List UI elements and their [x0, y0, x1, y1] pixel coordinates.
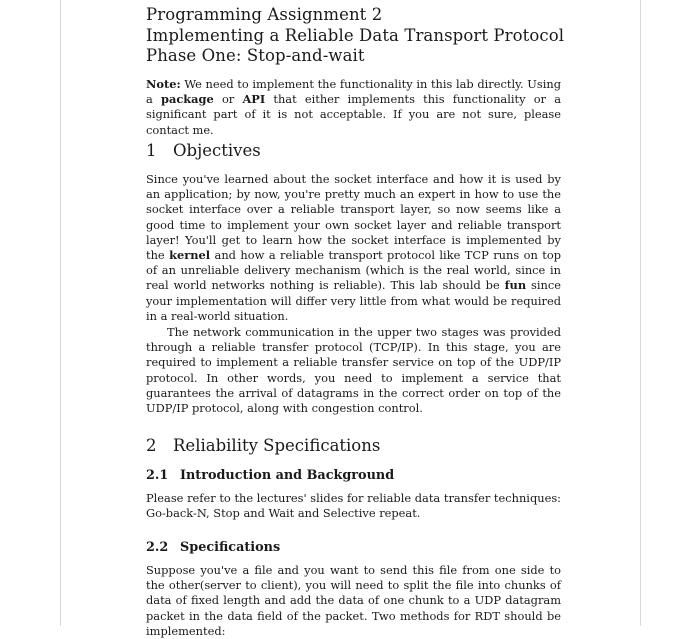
document-title: [146, 5, 565, 67]
introduction-paragraph: Please refer to the lectures' slides for reliable data transfer techniques: Go-back-N, Stop and Wait and Selective repeat.: [146, 491, 561, 521]
subsection-2-1-title: Introduction and Background: [180, 468, 395, 483]
objectives-paragraph-1: [146, 172, 561, 324]
subsection-2-2-number: 2.2: [146, 540, 169, 555]
note-paragraph: [146, 77, 561, 138]
subsection-2-1-heading: [146, 468, 394, 483]
section-1-heading: [146, 141, 261, 160]
bold-fun: fun: [504, 278, 527, 293]
section-2-number: 2: [146, 436, 157, 455]
objectives-text-3: since your implementation will differ very little from what would be required in a real-world situation.: [146, 278, 561, 323]
note-text-2: or: [213, 92, 243, 107]
specifications-paragraph: Suppose you've a file and you want to send this file from one side to the other(server to client), you will need to split the file into chunks of data of fixed length and add the data of one chunk to a UDP datagram packet in the data field of the packet. Two methods for RDT should be implemented:: [146, 563, 561, 638]
subsection-2-1-number: 2.1: [146, 468, 169, 483]
objectives-text-2: and how a reliable transport protocol like TCP runs on top of an unreliable delivery mechanism (which is the real world, since in real world networks nothing is reliable). This lab should be: [146, 248, 561, 293]
note-text-1: We need to implement the functionality in this lab directly. Using a: [146, 77, 561, 107]
section-1-number: 1: [146, 141, 157, 160]
note-text-3: that either implements this functionality or a significant part of it is not acceptable. If you are not sure, please contact me.: [146, 92, 561, 137]
objectives-text-1: Since you've learned about the socket interface and how it is used by an application; by now, you're pretty much an expert in how to use the socket interface over a reliable transport layer, so now seems like a good time to implement your own socket layer and reliable transport layer! You'll get to learn how the socket interface is implemented by the: [146, 172, 561, 263]
section-2-title: Reliability Specifications: [173, 436, 381, 455]
title-line-1: Programming Assignment 2: [146, 5, 383, 24]
title-line-2: Implementing a Reliable Data Transport Protocol: [146, 25, 565, 45]
document-page: [146, 0, 565, 638]
note-label: Note:: [146, 77, 181, 91]
title-line-3: Phase One: Stop-and-wait: [146, 46, 365, 65]
section-2-heading: [146, 436, 380, 455]
subsection-2-2-title: Specifications: [180, 540, 281, 555]
objectives-paragraph-2: The network communication in the upper two stages was provided through a reliable transfer protocol (TCP/IP). In this stage, you are required to implement a reliable transfer service on top of the UDP/IP protocol. In other words, you need to implement a service that guarantees the arrival of datagrams in the correct order on top of the UDP/IP protocol, along with congestion control.: [146, 325, 561, 416]
note-bold-package: package: [160, 92, 214, 107]
page-right-edge: [640, 0, 641, 626]
bold-kernel: kernel: [169, 248, 211, 263]
page-left-edge: [60, 0, 61, 626]
subsection-2-2-heading: [146, 540, 280, 555]
note-bold-api: API: [242, 92, 266, 107]
section-1-title: Objectives: [173, 141, 261, 160]
